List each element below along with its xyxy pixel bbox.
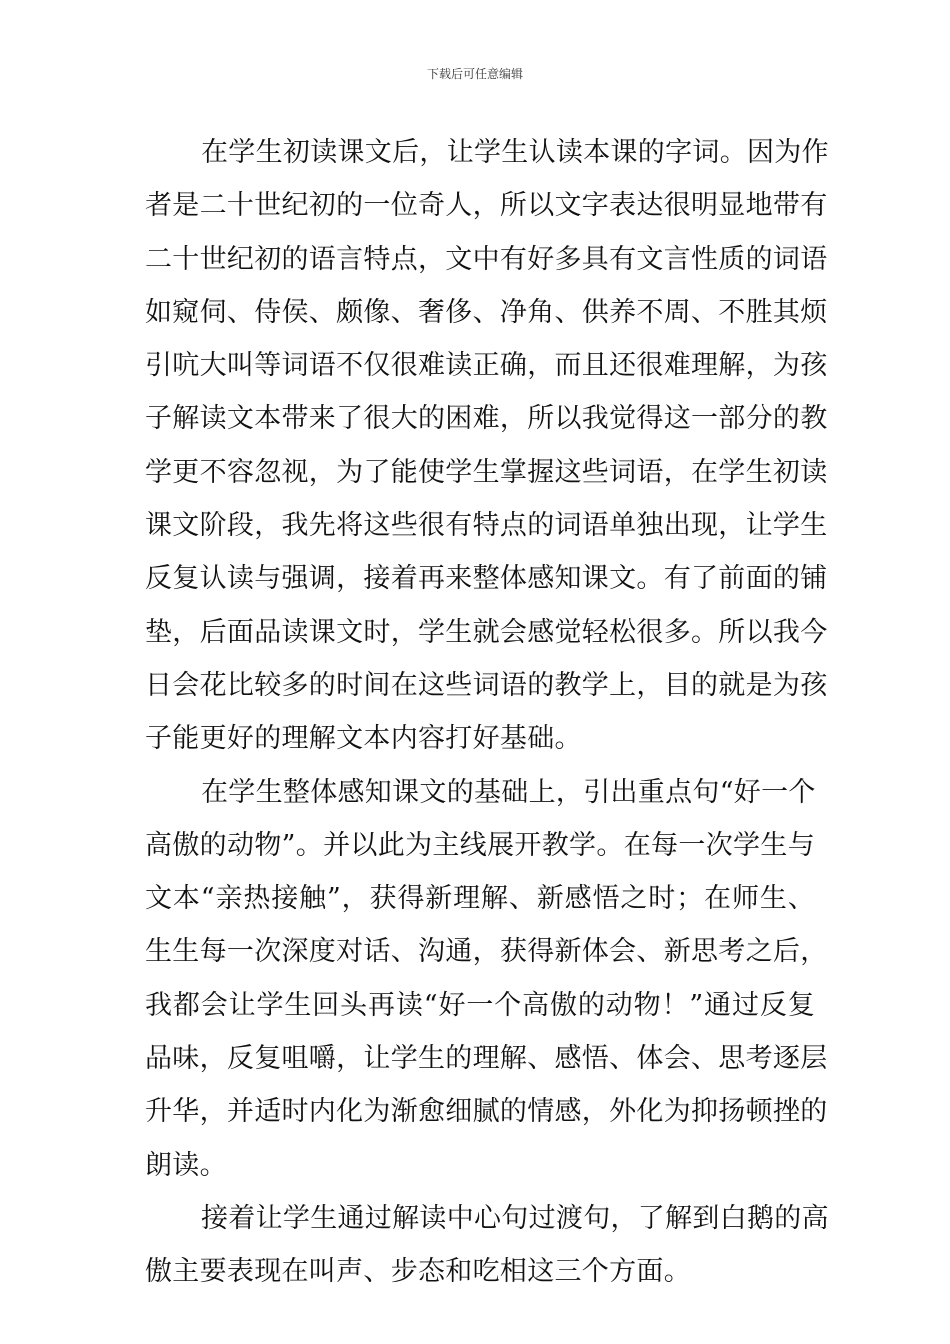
text-line: 朗读。 — [145, 1149, 227, 1181]
text-line: 接着让学生通过解读中心句过渡句，了解到白鹅的高 — [201, 1202, 829, 1234]
text-line: 学更不容忽视，为了能使学生掌握这些词语，在学生初读 — [145, 456, 828, 488]
text-line: 我都会让学生回头再读“好一个高傲的动物！”通过反复 — [145, 989, 815, 1021]
text-line: 课文阶段，我先将这些很有特点的词语单独出现，让学生 — [145, 510, 828, 542]
text-line: 傲主要表现在叫声、步态和吃相这三个方面。 — [145, 1256, 691, 1288]
text-line: 品味，反复咀嚼，让学生的理解、感悟、体会、思考逐层 — [145, 1043, 828, 1075]
text-line: 在学生初读课文后，让学生认读本课的字词。因为作 — [201, 137, 829, 168]
text-line: 如窥伺、侍侯、颇像、奢侈、净角、供养不周、不胜其烦 — [145, 296, 828, 328]
text-line: 在学生整体感知课文的基础上，引出重点句“好一个 — [201, 776, 816, 808]
text-line: 生生每一次深度对话、沟通，获得新体会、新思考之后， — [145, 936, 828, 968]
text-line: 子能更好的理解文本内容打好基础。 — [145, 723, 582, 755]
text-line: 升华，并适时内化为渐愈细腻的情感，外化为抑扬顿挫的 — [145, 1096, 828, 1128]
text-line: 二十世纪初的语言特点，文中有好多具有文言性质的词语 — [145, 243, 828, 275]
document-body — [145, 126, 829, 1299]
text-line: 高傲的动物”。并以此为主线展开教学。在每一次学生与 — [145, 829, 815, 861]
paragraph — [145, 126, 829, 766]
text-line: 者是二十世纪初的一位奇人，所以文字表达很明显地带有 — [145, 190, 828, 222]
text-line: 文本“亲热接触”，获得新理解、新感悟之时；在师生、 — [145, 883, 815, 915]
text-line: 引吭大叫等词语不仅很难读正确，而且还很难理解，为孩 — [145, 350, 828, 382]
text-line: 反复认读与强调，接着再来整体感知课文。有了前面的铺 — [145, 563, 828, 595]
paragraph — [145, 1192, 829, 1299]
paragraph — [145, 766, 828, 1192]
page-header: 下载后可任意编辑 — [426, 67, 523, 81]
text-line: 垫，后面品读课文时，学生就会感觉轻松很多。所以我今 — [145, 616, 828, 648]
text-line: 子解读文本带来了很大的困难，所以我觉得这一部分的教 — [145, 403, 828, 435]
text-line: 日会花比较多的时间在这些词语的教学上，目的就是为孩 — [145, 669, 828, 701]
